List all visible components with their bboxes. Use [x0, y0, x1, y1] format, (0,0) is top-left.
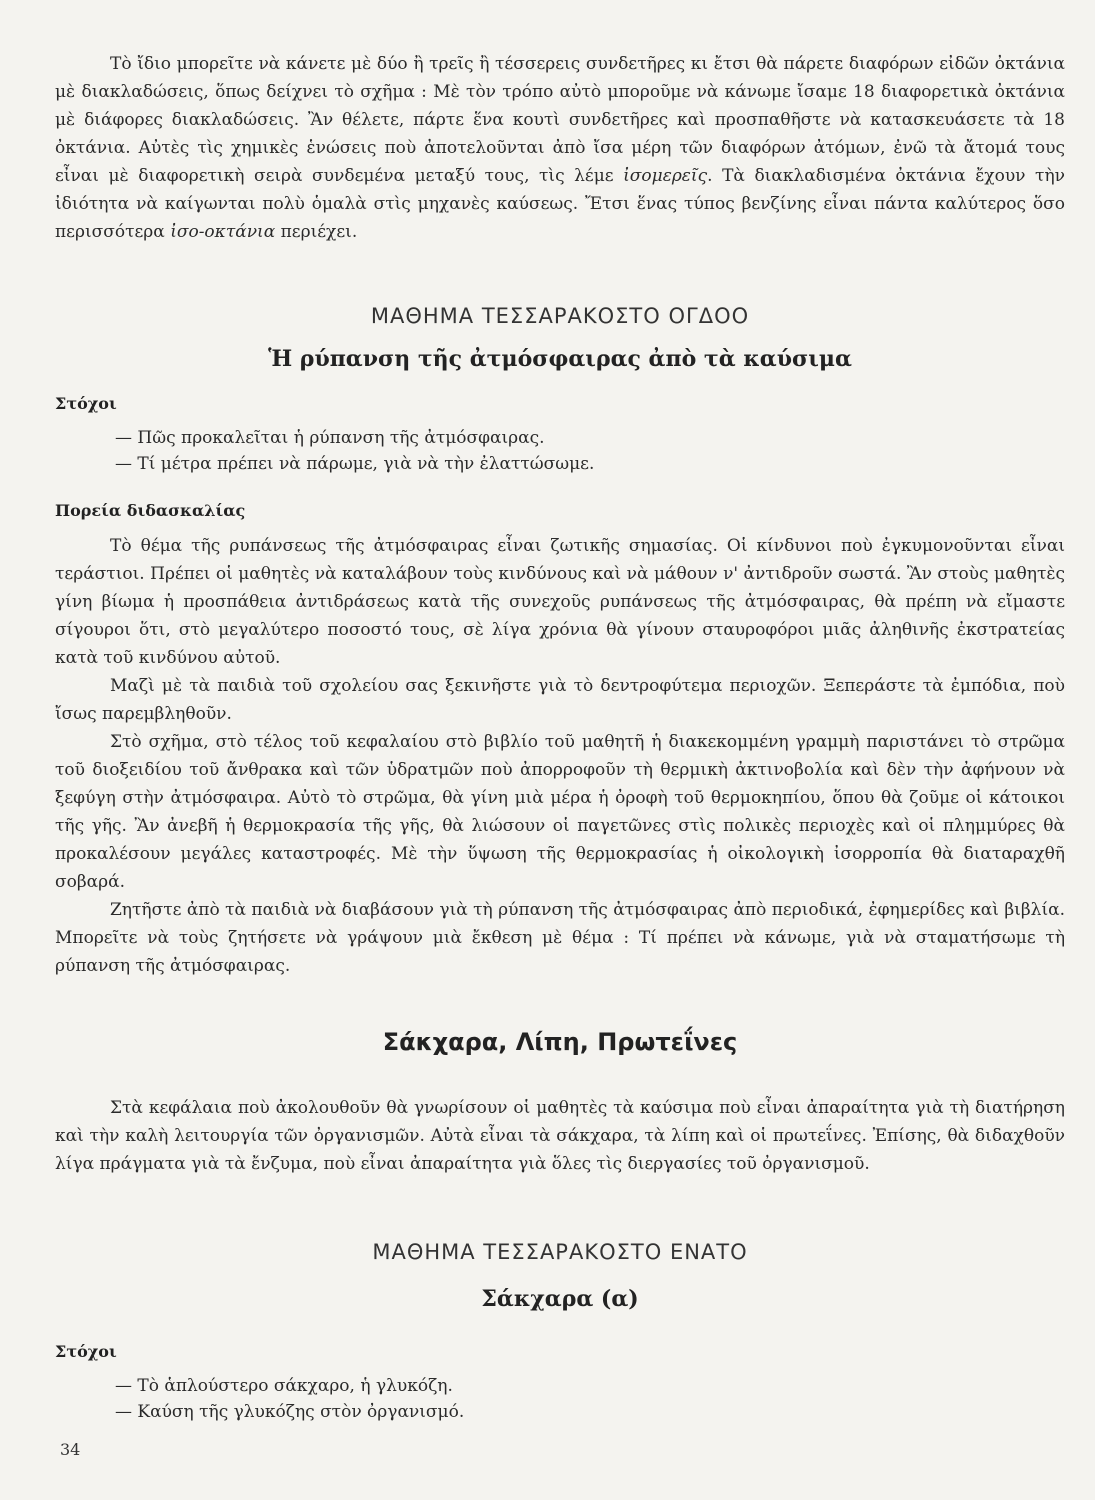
- teaching-course-label: Πορεία διδασκαλίας: [55, 501, 246, 520]
- page-number: 34: [60, 1440, 81, 1459]
- intro-paragraph: Τὸ ἴδιο μπορεῖτε νὰ κάνετε μὲ δύο ἢ τρεῖς ἢ τέσσερεις συνδετῆρες κι ἔτσι θὰ πάρετε διαφόρων εἰδῶν ὀκτάνια μὲ διακλαδώσεις, ὅπως δείχνει τὸ σχῆμα : Μὲ τὸν τρόπο αὐτὸ μποροῦμε νὰ κάνωμε ἴσαμε 18 διαφορετικὰ ὀκτάνια μὲ διάφορες διακλαδώσεις. Ἂν θέλετε, πάρτε ἕνα κουτὶ συνδετῆρες καὶ προσπαθῆστε νὰ κατασκευάσετε τὰ 18 ὀκτάνια. Αὐτὲς τὶς χημικὲς ἑνώσεις ποὺ ἀποτελοῦνται ἀπὸ ἴσα μέρη τῶν διαφόρων ἀτόμων, ἐνῶ τὰ ἄτομά τους εἶναι μὲ διαφορετικὴ σειρὰ συνδεμένα μεταξύ τους, τὶς λέμε ἰσομερεῖς. Τὰ διακλαδισμένα ὀκτάνια ἔχουν τὴν ἰδιότητα νὰ καίγωνται πολὺ ὁμαλὰ στὶς μηχανὲς καύσεως. Ἔτσι ἕνας τύπος βενζίνης εἶναι πάντα καλύτερος ὅσο περισσότερα ἰσο-οκτάνια περιέχει.: [55, 54, 1065, 242]
- term-iso-octanes: ἰσο-οκτάνια: [170, 222, 276, 242]
- lesson-49-goals: [55, 1373, 1065, 1425]
- lesson-48-goals: [55, 425, 1065, 477]
- body-paragraph: Μαζὶ μὲ τὰ παιδιὰ τοῦ σχολείου σας ξεκινῆστε γιὰ τὸ δεντροφύτεμα περιοχῶν. Ξεπεράστε τὰ ἐμπόδια, ποὺ ἴσως παρεμβληθοῦν.: [55, 676, 1065, 724]
- body-paragraph: Στὸ σχῆμα, στὸ τέλος τοῦ κεφαλαίου στὸ βιβλίο τοῦ μαθητῆ ἡ διακεκομμένη γραμμὴ παριστάνει τὸ στρῶμα τοῦ διοξειδίου τοῦ ἄνθρακα καὶ τῶν ὑδρατμῶν ποὺ ἀπορροφοῦν τὴ θερμικὴ ἀκτινοβολία καὶ δὲν τὴν ἀφήνουν νὰ ξεφύγη στὴν ἀτμόσφαιρα. Αὐτὸ τὸ στρῶμα, θὰ γίνη μιὰ μέρα ἡ ὀροφὴ τοῦ θερμοκηπίου, ὅπου θὰ ζοῦμε οἱ κάτοικοι τῆς γῆς. Ἂν ἀνεβῆ ἡ θερμοκρασία τῆς γῆς, θὰ λιώσουν οἱ παγετῶνες στὶς πολικὲς περιοχὲς καὶ οἱ πλημμύρες θὰ προκαλέσουν μεγάλες καταστροφές. Μὲ τὴν ὕψωση τῆς θερμοκρασίας ἡ οἰκολογικὴ ἰσορροπία θὰ διαταραχθῆ σοβαρά.: [55, 732, 1065, 892]
- lesson-49-goals-label: Στόχοι: [55, 1342, 117, 1361]
- body-paragraph: Ζητῆστε ἀπὸ τὰ παιδιὰ νὰ διαβάσουν γιὰ τὴ ρύπανση τῆς ἀτμόσφαιρας ἀπὸ περιοδικά, ἐφημερίδες καὶ βιβλία. Μπορεῖτε νὰ τοὺς ζητήσετε νὰ γράψουν μιὰ ἔκθεση μὲ θέμα : Τί πρέπει νὰ κάνωμε, γιὰ νὰ σταματήσωμε τὴ ρύπανση τῆς ἀτμόσφαιρας.: [55, 900, 1065, 976]
- goal-item: — Καύση τῆς γλυκόζης στὸν ὀργανισμό.: [115, 1402, 465, 1422]
- lesson-48-body: [55, 532, 1065, 980]
- goal-item: — Πῶς προκαλεῖται ἡ ρύπανση τῆς ἀτμόσφαιρας.: [115, 428, 545, 448]
- lesson-48-title: ΜΑΘΗΜΑ ΤΕΣΣΑΡΑΚΟΣΤΟ ΟΓΔΟΟ: [370, 304, 750, 328]
- lesson-48-subtitle: Ἡ ρύπανση τῆς ἀτμόσφαιρας ἀπὸ τὰ καύσιμα: [268, 346, 852, 372]
- page-content: [55, 50, 1065, 1425]
- goal-item: — Τί μέτρα πρέπει νὰ πάρωμε, γιὰ νὰ τὴν ἐλαττώσωμε.: [115, 454, 595, 474]
- lesson-48-goals-label: Στόχοι: [55, 394, 117, 413]
- lesson-49-subtitle: Σάκχαρα (α): [481, 1286, 639, 1312]
- goal-item: — Τὸ ἁπλούστερο σάκχαρο, ἡ γλυκόζη.: [115, 1376, 453, 1396]
- section-intro: Στὰ κεφάλαια ποὺ ἀκολουθοῦν θὰ γνωρίσουν οἱ μαθητὲς τὰ καύσιμα ποὺ εἶναι ἀπαραίτητα γιὰ τὴ διατήρηση καὶ τὴν καλὴ λειτουργία τῶν ὀργανισμῶν. Αὐτὰ εἶναι τὰ σάκχαρα, τὰ λίπη καὶ οἱ πρωτεΐνες. Ἐπίσης, θὰ διδαχθοῦν λίγα πράγματα γιὰ τὰ ἔνζυμα, ποὺ εἶναι ἀπαραίτητα γιὰ ὅλες τὶς διεργασίες τοῦ ὀργανισμοῦ.: [55, 1098, 1065, 1174]
- body-paragraph: Τὸ θέμα τῆς ρυπάνσεως τῆς ἀτμόσφαιρας εἶναι ζωτικῆς σημασίας. Οἱ κίνδυνοι ποὺ ἐγκυμονοῦνται εἶναι τεράστιοι. Πρέπει οἱ μαθητὲς νὰ καταλάβουν τοὺς κινδύνους καὶ νὰ μάθουν ν' ἀντιδροῦν σωστά. Ἂν στοὺς μαθητὲς γίνη βίωμα ἡ προσπάθεια ἀντιδράσεως κατὰ τῆς συνεχοῦς ρυπάνσεως τῆς ἀτμόσφαιρας, θὰ πρέπη νὰ εἴμαστε σίγουροι ὅτι, στὸ μεγαλύτερο ποσοστό τους, σὲ λίγα χρόνια θὰ γίνουν σταυροφόροι μιᾶς ἀληθινῆς ἐκστρατείας κατὰ τοῦ κινδύνου αὐτοῦ.: [55, 536, 1065, 668]
- term-isomers: ἰσομερεῖς: [623, 166, 708, 186]
- section-heading: Σάκχαρα, Λίπη, Πρωτεΐνες: [382, 1028, 738, 1056]
- lesson-49-title: ΜΑΘΗΜΑ ΤΕΣΣΑΡΑΚΟΣΤΟ ΕΝΑΤΟ: [372, 1240, 748, 1264]
